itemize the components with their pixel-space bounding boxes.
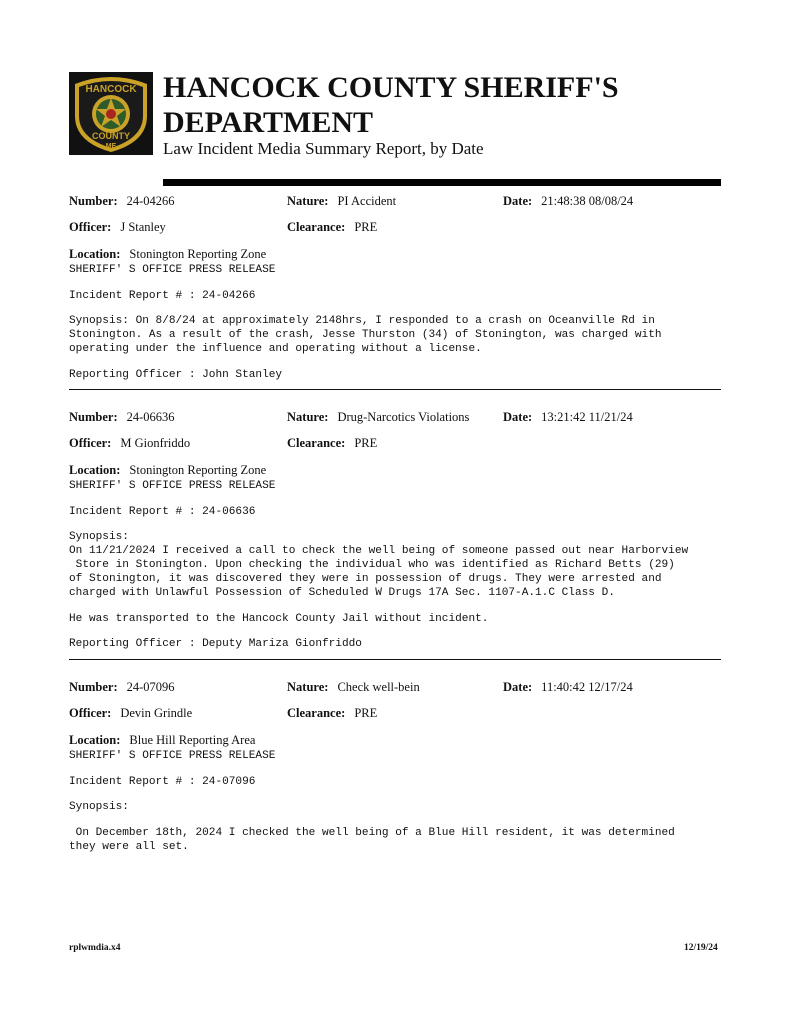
svg-text:HANCOCK: HANCOCK: [85, 84, 137, 95]
incident-divider: [69, 389, 721, 390]
incident-2-number: Number: 24-06636: [69, 410, 175, 424]
incident-1-number: Number: 24-04266: [69, 194, 175, 208]
svg-text:COUNTY: COUNTY: [92, 131, 130, 141]
incident-3-number: Number: 24-07096: [69, 680, 175, 694]
incident-1-clearance: Clearance: PRE: [287, 220, 378, 234]
incident-2-reporting-officer: Reporting Officer : Deputy Mariza Gionfriddo: [69, 638, 362, 650]
incident-1-synopsis-line: Synopsis: On 8/8/24 at approximately 2148hrs, I responded to a crash on Oceanville Rd in: [69, 315, 655, 327]
incident-2-synopsis-line: of Stonington, it was discovered they were in possession of drugs. They were arrested and: [69, 573, 662, 585]
incident-3-press-release: SHERIFF' S OFFICE PRESS RELEASE: [69, 750, 276, 762]
incident-divider: [69, 659, 721, 660]
incident-2-press-release: SHERIFF' S OFFICE PRESS RELEASE: [69, 480, 276, 492]
department-title: [163, 70, 723, 140]
incident-2-extra-line: He was transported to the Hancock County Jail without incident.: [69, 613, 489, 625]
incident-3-synopsis-line: they were all set.: [69, 841, 189, 853]
incident-3-clearance: Clearance: PRE: [287, 706, 378, 720]
incident-2-officer: Officer: M Gionfriddo: [69, 436, 191, 450]
title-line-1: HANCOCK COUNTY SHERIFF'S: [163, 71, 619, 104]
incident-3-nature: Nature: Check well-bein: [287, 680, 420, 694]
incident-1-report-number: Incident Report # : 24-04266: [69, 290, 256, 302]
incident-1-nature: Nature: PI Accident: [287, 194, 397, 208]
incident-2-date: Date: 13:21:42 11/21/24: [503, 410, 633, 424]
incident-1-location: Location: Stonington Reporting Zone: [69, 247, 267, 261]
incident-3-officer: Officer: Devin Grindle: [69, 706, 193, 720]
incident-3-synopsis-head: Synopsis:: [69, 801, 129, 813]
sheriff-badge-logo: [69, 72, 153, 155]
incident-3-synopsis-line: On December 18th, 2024 I checked the well being of a Blue Hill resident, it was determined: [69, 827, 675, 839]
incident-2-report-number: Incident Report # : 24-06636: [69, 506, 256, 518]
incident-2-synopsis-line: On 11/21/2024 I received a call to check the well being of someone passed out near Harborview: [69, 545, 689, 557]
incident-3-report-number: Incident Report # : 24-07096: [69, 776, 256, 788]
incident-2-clearance: Clearance: PRE: [287, 436, 378, 450]
incident-1-date: Date: 21:48:38 08/08/24: [503, 194, 634, 208]
incident-2-location: Location: Stonington Reporting Zone: [69, 463, 267, 477]
incident-1-press-release: SHERIFF' S OFFICE PRESS RELEASE: [69, 264, 276, 276]
incident-3-date: Date: 11:40:42 12/17/24: [503, 680, 633, 694]
incident-3-location: Location: Blue Hill Reporting Area: [69, 733, 256, 747]
report-subtitle: Law Incident Media Summary Report, by Date: [163, 139, 484, 158]
incident-2-synopsis-line: Synopsis:: [69, 531, 129, 543]
incident-2-synopsis-line: charged with Unlawful Possession of Scheduled W Drugs 17A Sec. 1107-A.1.C Class D.: [69, 587, 615, 599]
title-line-2: DEPARTMENT: [163, 106, 374, 139]
incident-1-officer: Officer: J Stanley: [69, 220, 166, 234]
incident-1-reporting-officer: Reporting Officer : John Stanley: [69, 369, 283, 381]
svg-text:ME: ME: [105, 143, 117, 150]
incident-1-synopsis-line: operating under the influence and operating without a license.: [69, 343, 482, 355]
sheriff-badge-icon: [69, 72, 153, 155]
incident-2-synopsis-line: Store in Stonington. Upon checking the individual who was identified as Richard Betts (29): [69, 559, 675, 571]
header-rule: [163, 179, 721, 186]
footer-report-id: rplwmdia.x4: [69, 943, 121, 953]
incident-1-synopsis-line: Stonington. As a result of the crash, Jesse Thurston (34) of Stonington, was charged with: [69, 329, 662, 341]
incident-2-nature: Nature: Drug-Narcotics Violations: [287, 410, 470, 424]
footer-print-date: 12/19/24: [684, 943, 718, 953]
